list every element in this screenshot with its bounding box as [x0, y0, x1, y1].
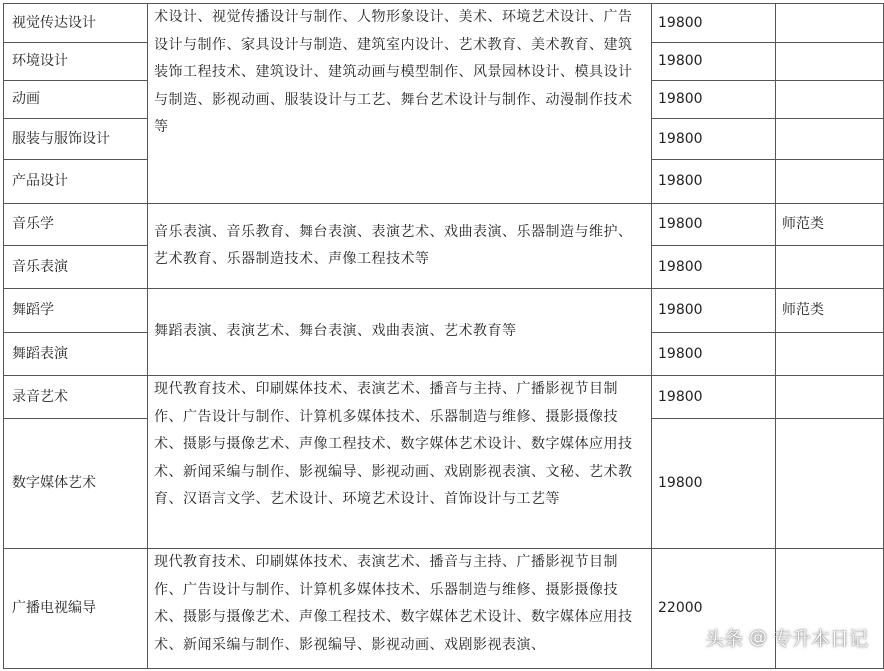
- tuition-fee: 22000: [652, 549, 776, 669]
- major-name: 广播电视编导: [4, 549, 148, 669]
- table-row: [4, 376, 884, 419]
- tuition-fee: 19800: [652, 204, 776, 246]
- tuition-fee: 19800: [652, 289, 776, 333]
- tuition-fee: 19800: [652, 333, 776, 376]
- table-row: [4, 204, 884, 246]
- major-name: 产品设计: [4, 160, 148, 204]
- tuition-fee: 19800: [652, 81, 776, 119]
- tuition-fee: 19800: [652, 160, 776, 204]
- major-name: 音乐学: [4, 204, 148, 246]
- remark: [776, 119, 884, 160]
- remark: [776, 160, 884, 204]
- major-name: 录音艺术: [4, 376, 148, 419]
- tuition-fee: 19800: [652, 246, 776, 289]
- major-name: 服装与服饰设计: [4, 119, 148, 160]
- remark: [776, 81, 884, 119]
- related-majors-text: 现代教育技术、印刷媒体技术、表演艺术、播音与主持、广播影视节目制作、广告设计与制作、计算机多媒体技术、乐器制造与维修、摄影摄像技术、摄影与摄像艺术、声像工程技术、数字媒体艺术设计、数字媒体应用技术、新闻采编与制作、影视编导、影视动画、戏剧影视表演、文秘、艺术教育、汉语言文学、艺术设计、环境艺术设计、首饰设计与工艺等: [148, 376, 652, 549]
- major-name: 视觉传达设计: [4, 4, 148, 43]
- related-majors-text: 音乐表演、音乐教育、舞台表演、表演艺术、戏曲表演、乐器制造与维护、艺术教育、乐器制造技术、声像工程技术等: [148, 204, 652, 289]
- tuition-fee: 19800: [652, 119, 776, 160]
- watermark-brand: 头条: [704, 628, 743, 650]
- related-majors-text: 现代教育技术、印刷媒体技术、表演艺术、播音与主持、广播影视节目制作、广告设计与制作、计算机多媒体技术、乐器制造与维修、摄影摄像技术、摄影与摄像艺术、声像工程技术、数字媒体艺术设计、数字媒体应用技术、新闻采编与制作、影视编导、影视动画、戏剧影视表演、: [148, 549, 652, 669]
- remark: [776, 43, 884, 81]
- related-majors-text: 术设计、视觉传播设计与制作、人物形象设计、美术、环境艺术设计、广告设计与制作、家具设计与制造、建筑室内设计、艺术教育、美术教育、建筑装饰工程技术、建筑设计、建筑动画与模型制作、风景园林设计、模具设计与制造、影视动画、服装设计与工艺、舞台艺术设计与制作、动漫制作技术等: [148, 4, 652, 204]
- major-name: 舞蹈学: [4, 289, 148, 333]
- major-name: 音乐表演: [4, 246, 148, 289]
- major-name: 舞蹈表演: [4, 333, 148, 376]
- tuition-fee: 19800: [652, 43, 776, 81]
- remark: [776, 246, 884, 289]
- table-row: [4, 289, 884, 333]
- watermark: [705, 624, 868, 651]
- remark: [776, 376, 884, 419]
- remark: [776, 419, 884, 549]
- at-icon: @: [748, 627, 767, 648]
- major-name: 环境设计: [4, 43, 148, 81]
- major-name: 数字媒体艺术: [4, 419, 148, 549]
- remark: 师范类: [776, 204, 884, 246]
- tuition-fee: 19800: [652, 4, 776, 43]
- tuition-fee: 19800: [652, 376, 776, 419]
- remark: [776, 333, 884, 376]
- tuition-fee: 19800: [652, 419, 776, 549]
- related-majors-text: 舞蹈表演、表演艺术、舞台表演、戏曲表演、艺术教育等: [148, 289, 652, 376]
- watermark-account: 专升本日记: [772, 628, 868, 650]
- major-name: 动画: [4, 81, 148, 119]
- table-row: [4, 4, 884, 43]
- remark: 师范类: [776, 289, 884, 333]
- remark: [776, 4, 884, 43]
- major-fee-table: [3, 3, 884, 669]
